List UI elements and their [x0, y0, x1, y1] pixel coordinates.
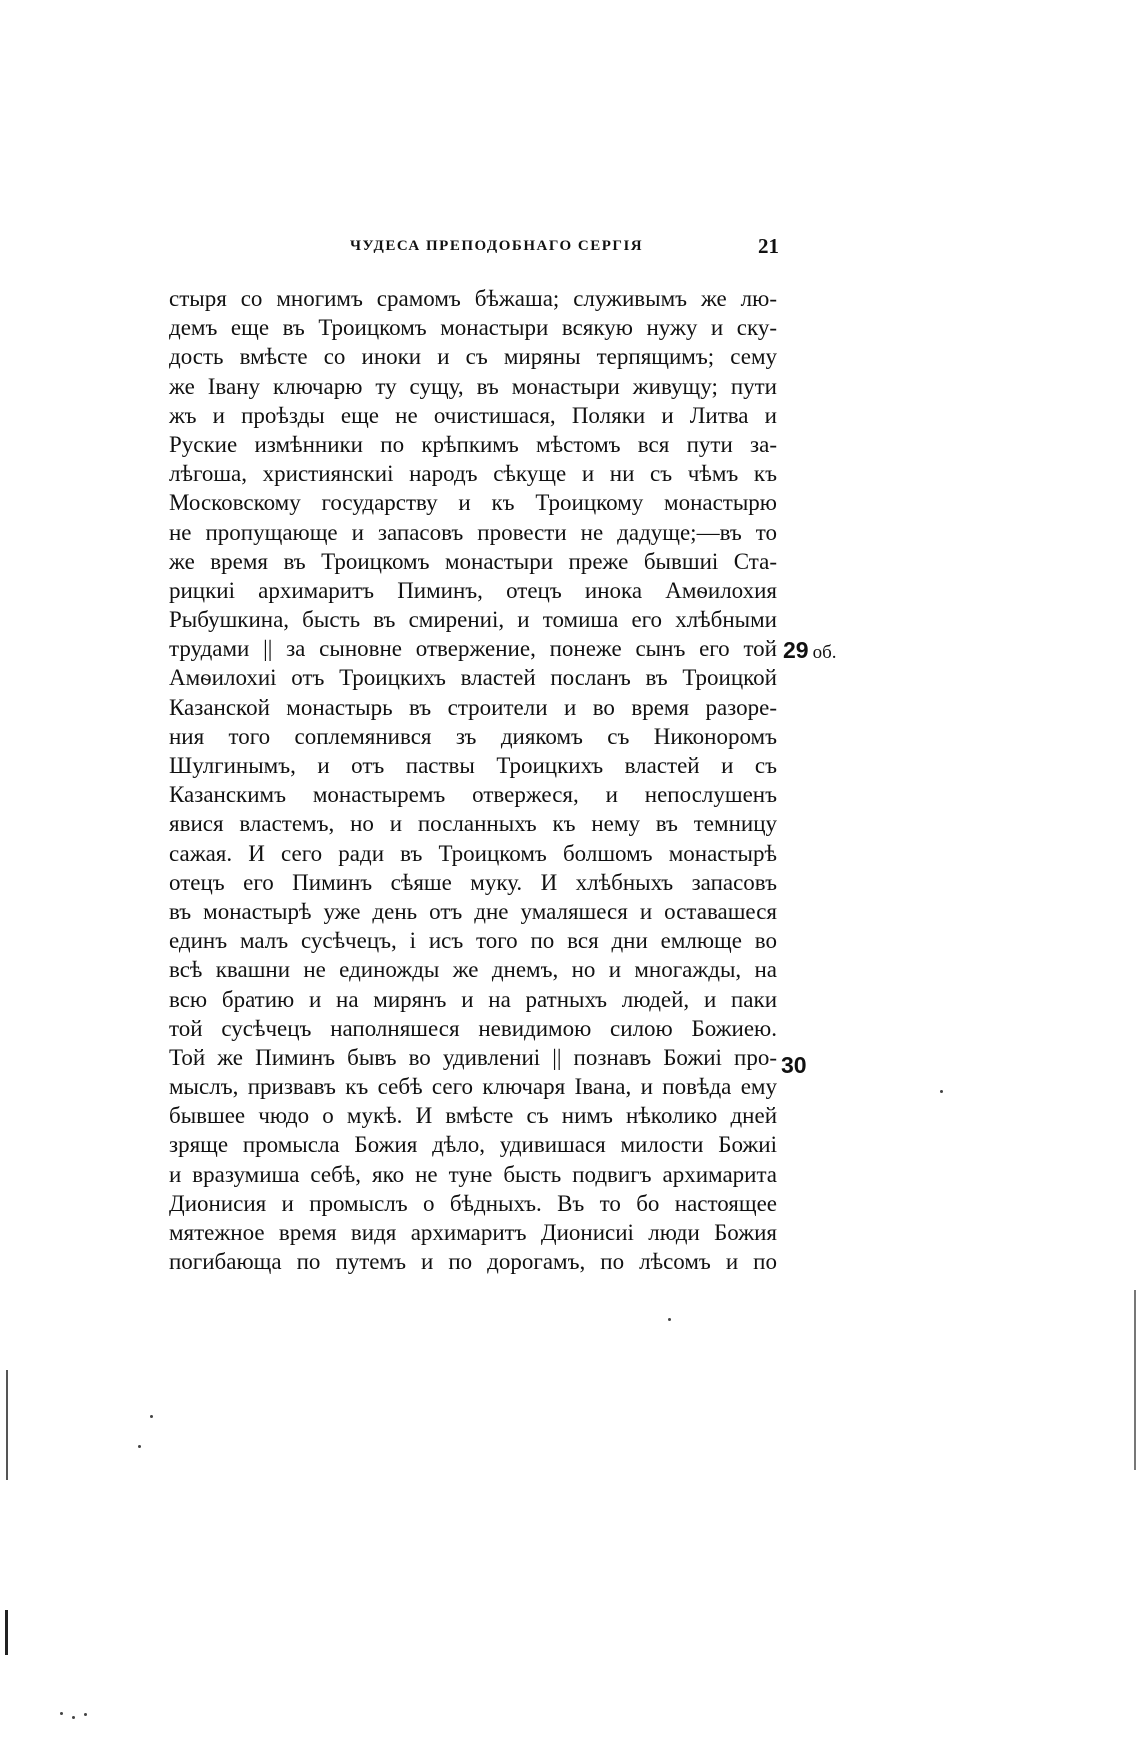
text-line: отецъ его Пиминъ сѣяше муку. И хлѣбныхъ запасовъ — [169, 869, 777, 895]
text-line: всѣ квашни не единожды же днемъ, но и многажды, на — [169, 957, 777, 983]
text-line: единъ малъ сусѣчецъ, і исъ того по вся дни емлюще во — [169, 928, 777, 954]
text-line: Казанскимъ монастыремъ отвержеся, и непослушенъ — [169, 782, 777, 808]
text-line: не пропущающе и запасовъ провести не дадуще;—въ то — [169, 519, 777, 545]
text-line: той сусѣчецъ наполняшеся невидимою силою Божиею. — [169, 1015, 777, 1041]
scan-speck — [60, 1712, 63, 1715]
text-line: мыслъ, призвавъ къ себѣ сего ключаря Івана, и повѣда ему — [169, 1074, 777, 1100]
text-line: Московскому государству и къ Троицкому монастырю — [169, 490, 777, 516]
text-line: трудами || за сыновне отвержение, понеже сынъ его той — [169, 636, 777, 662]
text-line: Шулгинымъ, и отъ паствы Троицкихъ властей и съ — [169, 753, 777, 778]
scan-speck — [84, 1713, 87, 1716]
text-line: Той же Пиминъ бывъ во удивлениі || познавъ Божиі про- — [169, 1044, 777, 1070]
text-line: погибающа по путемъ и по дорогамъ, по лѣсомъ и по — [169, 1249, 777, 1275]
text-line: дость вмѣсте со иноки и съ миряны терпящимъ; сему — [169, 344, 777, 370]
text-line: же время въ Троицкомъ монастыри преже бывшиі Ста- — [169, 548, 777, 574]
scan-edge-mark — [1134, 1290, 1136, 1470]
text-line: явися властемъ, но и посланныхъ къ нему въ темницу — [169, 811, 777, 837]
page-number: 21 — [758, 234, 779, 258]
text-line: стыря со многимъ срамомъ бѣжаша; служивымъ же лю- — [169, 286, 777, 311]
text-line: Дионисия и промыслъ о бѣдныхъ. Въ то бо настоящее — [169, 1190, 777, 1216]
text-line: Амѳилохиі отъ Троицкихъ властей посланъ въ Троицкой — [169, 665, 777, 691]
body-text — [169, 284, 777, 1276]
text-line: Казанской монастырь въ строители и во время разоре- — [169, 694, 777, 720]
text-line: и вразумиша себѣ, яко не туне бысть подвигъ архимарита — [169, 1161, 777, 1187]
text-line: демъ еще въ Троицкомъ монастыри всякую нужу и ску- — [169, 315, 777, 341]
text-line: Руские измѣнники по крѣпкимъ мѣстомъ вся пути за- — [169, 431, 777, 457]
text-line: мятежное время видя архимаритъ Дионисиі люди Божия — [169, 1220, 777, 1245]
text-line: ния того соплемянився зъ диякомъ съ Никоноромъ — [169, 723, 777, 749]
text-line: жъ и проѣзды еще не очистишася, Поляки и Литва и — [169, 402, 777, 428]
scan-speck — [668, 1318, 671, 1321]
text-line: Рыбушкина, бысть въ смирениі, и томиша его хлѣбными — [169, 607, 777, 633]
scan-speck — [940, 1090, 943, 1093]
text-line: сажая. И сего ради въ Троицкомъ болшомъ монастырѣ — [169, 840, 777, 866]
scan-edge-mark — [6, 1370, 8, 1480]
margin-note-folio-29 — [783, 637, 837, 664]
margin-note-number: 29 — [783, 637, 809, 663]
scan-speck — [138, 1445, 141, 1448]
text-line: зряще промысла Божия дѣло, удивишася милости Божиі — [169, 1132, 777, 1158]
text-line: въ монастырѣ уже день отъ дне умаляшеся и оставашеся — [169, 898, 777, 924]
text-line: бывшее чюдо о мукѣ. И вмѣсте съ нимъ нѣколико дней — [169, 1103, 777, 1129]
scan-edge-mark — [5, 1610, 8, 1655]
text-line: же Івану ключарю ту сущу, въ монастыри живущу; пути — [169, 373, 777, 399]
margin-note-suffix: об. — [812, 642, 837, 663]
margin-note-number: 30 — [781, 1052, 807, 1078]
scan-speck — [72, 1716, 75, 1719]
running-title: ЧУДЕСА ПРЕПОДОБНАГО СЕРГІЯ — [350, 238, 644, 254]
text-line: рицкиі архимаритъ Пиминъ, отецъ инока Амѳилохия — [169, 577, 777, 603]
text-line: всю братию и на мирянъ и на ратныхъ людей, и паки — [169, 986, 777, 1012]
scan-speck — [150, 1415, 153, 1418]
margin-note-folio-30 — [781, 1052, 807, 1079]
text-line: лѣгоша, християнскиі народъ сѣкуще и ни съ чѣмъ къ — [169, 461, 777, 487]
